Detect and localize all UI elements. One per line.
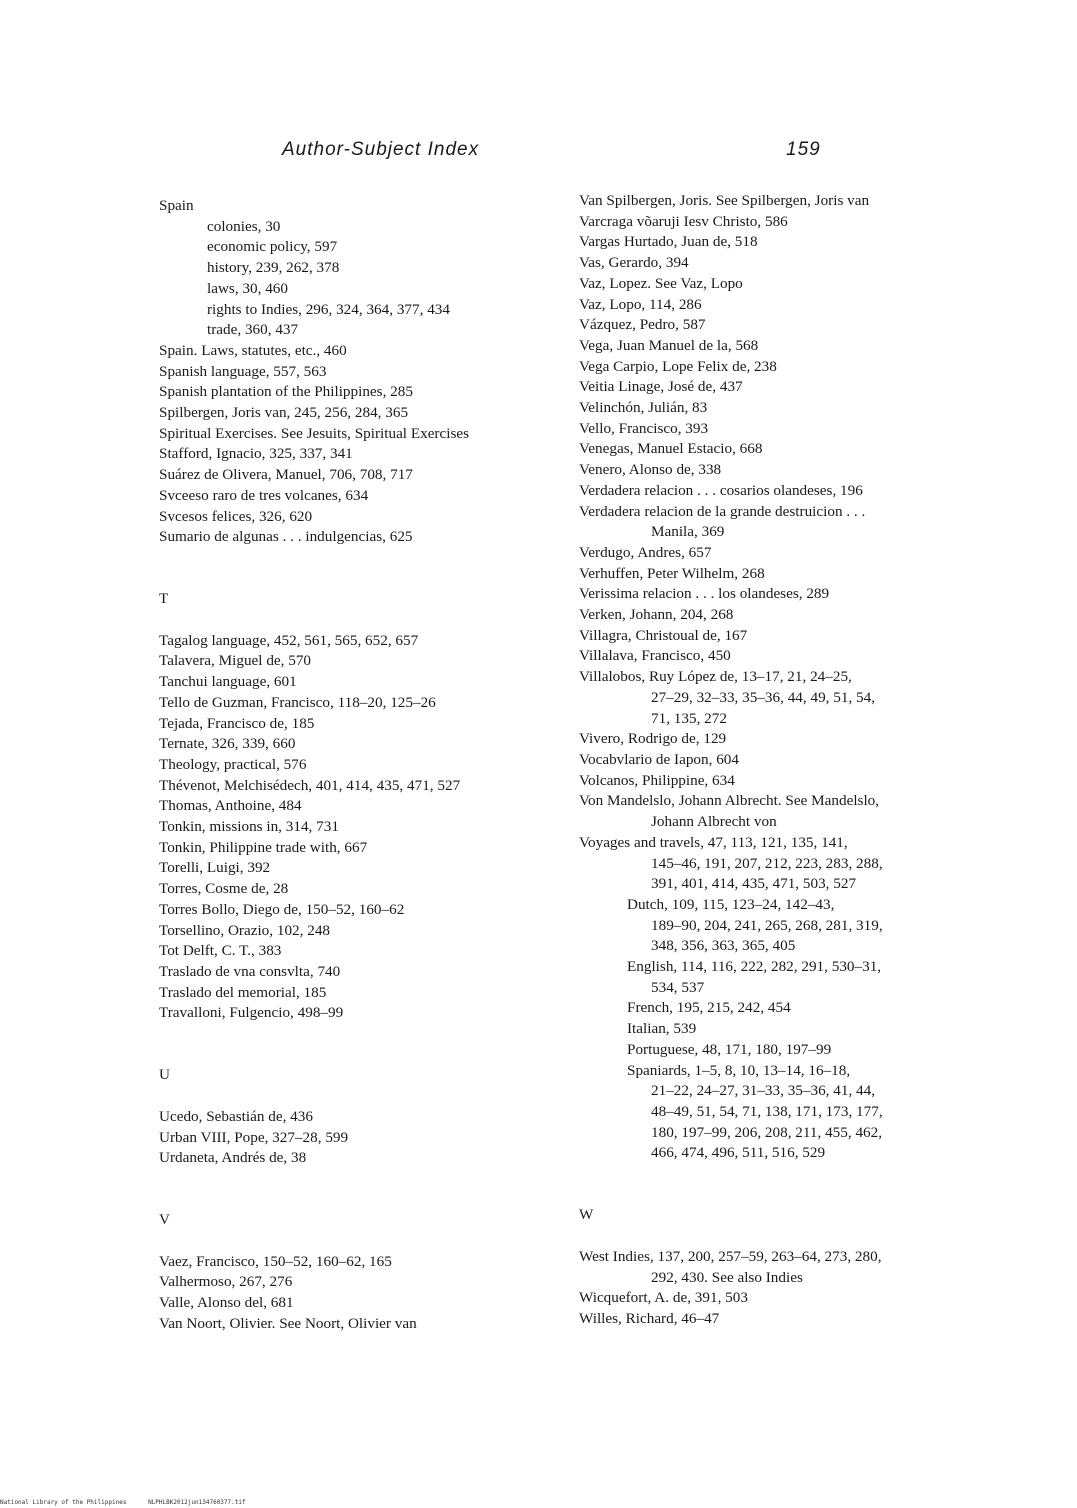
index-entry: West Indies, 137, 200, 257–59, 263–64, 273, 280,	[579, 1247, 882, 1265]
index-entry: Torres, Cosme de, 28	[159, 880, 289, 898]
index-entry: laws, 30, 460	[207, 279, 288, 297]
index-entry: Varcraga võaruji Iesv Christo, 586	[579, 212, 788, 230]
index-entry: Vargas Hurtado, Juan de, 518	[579, 233, 758, 251]
spacer	[159, 1169, 559, 1210]
index-entry: Valle, Alonso del, 681	[159, 1294, 294, 1312]
index-entry: Ucedo, Sebastián de, 436	[159, 1107, 313, 1125]
index-entry: Stafford, Ignacio, 325, 337, 341	[159, 445, 353, 463]
spacer	[159, 610, 559, 631]
index-entry: Vega Carpio, Lope Felix de, 238	[579, 357, 777, 375]
index-entry: 145–46, 191, 207, 212, 223, 283, 288,	[651, 854, 883, 872]
index-entry: 348, 356, 363, 365, 405	[651, 937, 796, 955]
index-entry: Verissima relacion . . . los olandeses, 289	[579, 585, 830, 603]
index-entry: 466, 474, 496, 511, 516, 529	[651, 1144, 826, 1162]
index-column-left	[159, 196, 559, 1335]
index-entry: 292, 430. See also Indies	[651, 1268, 803, 1286]
index-section-letter: W	[579, 1206, 594, 1224]
index-entry: history, 239, 262, 378	[207, 259, 340, 277]
index-entry: Torelli, Luigi, 392	[159, 859, 271, 877]
index-entry: economic policy, 597	[207, 238, 338, 256]
index-entry: Verken, Johann, 204, 268	[579, 606, 734, 624]
index-entry: Von Mandelslo, Johann Albrecht. See Mandelslo,	[579, 792, 880, 810]
index-entry: Vello, Francisco, 393	[579, 419, 709, 437]
index-section-letter: U	[159, 1066, 170, 1084]
index-entry: Vázquez, Pedro, 587	[579, 316, 706, 334]
index-entry: Velinchón, Julián, 83	[579, 399, 708, 417]
index-entry: Spaniards, 1–5, 8, 10, 13–14, 16–18,	[627, 1061, 851, 1079]
index-entry: Tonkin, missions in, 314, 731	[159, 818, 339, 836]
index-entry: Spilbergen, Joris van, 245, 256, 284, 365	[159, 404, 409, 422]
spacer	[159, 1231, 559, 1252]
index-entry: Johann Albrecht von	[651, 813, 777, 831]
index-entry: Vaz, Lopez. See Vaz, Lopo	[579, 274, 743, 292]
index-entry: Tejada, Francisco de, 185	[159, 714, 315, 732]
index-entry: Urban VIII, Pope, 327–28, 599	[159, 1128, 349, 1146]
index-entry: Willes, Richard, 46–47	[579, 1309, 720, 1327]
index-entry: Verhuffen, Peter Wilhelm, 268	[579, 564, 765, 582]
index-entry: Italian, 539	[627, 1020, 697, 1038]
index-entry: Talavera, Miguel de, 570	[159, 652, 312, 670]
index-entry: Traslado del memorial, 185	[159, 983, 327, 1001]
index-entry: Vivero, Rodrigo de, 129	[579, 730, 727, 748]
spacer	[159, 1024, 559, 1065]
index-entry: Torsellino, Orazio, 102, 248	[159, 921, 331, 939]
index-entry: Svcesos felices, 326, 620	[159, 507, 313, 525]
index-column-right	[579, 191, 999, 1330]
index-entry: Spanish language, 557, 563	[159, 362, 327, 380]
index-entry: Svceeso raro de tres volcanes, 634	[159, 486, 369, 504]
index-entry: Ternate, 326, 339, 660	[159, 735, 296, 753]
index-entry: Suárez de Olivera, Manuel, 706, 708, 717	[159, 466, 413, 484]
index-entry: Van Noort, Olivier. See Noort, Olivier van	[159, 1314, 417, 1332]
index-entry: Verdadera relacion . . . cosarios olandeses, 196	[579, 481, 863, 499]
index-entry: Tagalog language, 452, 561, 565, 652, 657	[159, 631, 419, 649]
index-entry: Dutch, 109, 115, 123–24, 142–43,	[627, 895, 835, 913]
footer-file-id: NLPHLBK2012jun134760377.tif	[148, 1499, 246, 1506]
index-entry: 71, 135, 272	[651, 709, 727, 727]
scan-footer	[0, 1499, 264, 1506]
index-entry: 48–49, 51, 54, 71, 138, 171, 173, 177,	[651, 1102, 883, 1120]
index-entry: Venegas, Manuel Estacio, 668	[579, 440, 763, 458]
index-entry: Villagra, Christoual de, 167	[579, 626, 748, 644]
spacer	[159, 548, 559, 589]
index-entry: Spanish plantation of the Philippines, 285	[159, 383, 413, 401]
footer-library: National Library of the Philippines	[0, 1499, 127, 1506]
spacer	[579, 1164, 999, 1205]
index-entry: Urdaneta, Andrés de, 38	[159, 1149, 307, 1167]
index-entry: Tello de Guzman, Francisco, 118–20, 125–26	[159, 693, 436, 711]
index-entry: trade, 360, 437	[207, 321, 299, 339]
index-entry: Vaz, Lopo, 114, 286	[579, 295, 702, 313]
index-entry: Thévenot, Melchisédech, 401, 414, 435, 471, 527	[159, 776, 461, 794]
index-entry: Sumario de algunas . . . indulgencias, 625	[159, 528, 413, 546]
index-entry: Torres Bollo, Diego de, 150–52, 160–62	[159, 900, 405, 918]
index-section-letter: T	[159, 590, 169, 608]
index-entry: 180, 197–99, 206, 208, 211, 455, 462,	[651, 1123, 883, 1141]
index-entry: Traslado de vna consvlta, 740	[159, 962, 341, 980]
index-entry: Wicquefort, A. de, 391, 503	[579, 1289, 748, 1307]
index-entry: Spiritual Exercises. See Jesuits, Spiritual Exercises	[159, 424, 470, 442]
index-entry: colonies, 30	[207, 217, 281, 235]
index-entry: Verdugo, Andres, 657	[579, 543, 712, 561]
index-entry: Tot Delft, C. T., 383	[159, 942, 282, 960]
index-entry: rights to Indies, 296, 324, 364, 377, 434	[207, 300, 450, 318]
index-entry: Tanchui language, 601	[159, 673, 297, 691]
index-entry: Vaez, Francisco, 150–52, 160–62, 165	[159, 1252, 392, 1270]
index-entry: Villalava, Francisco, 450	[579, 647, 731, 665]
index-entry: 189–90, 204, 241, 265, 268, 281, 319,	[651, 916, 883, 934]
index-entry: Tonkin, Philippine trade with, 667	[159, 838, 368, 856]
index-entry: 391, 401, 414, 435, 471, 503, 527	[651, 875, 857, 893]
index-entry: Spain. Laws, statutes, etc., 460	[159, 341, 347, 359]
index-entry: 21–22, 24–27, 31–33, 35–36, 41, 44,	[651, 1082, 876, 1100]
page-number: 159	[786, 139, 821, 160]
index-entry: Valhermoso, 267, 276	[159, 1273, 293, 1291]
index-entry: Voyages and travels, 47, 113, 121, 135, 141,	[579, 833, 848, 851]
index-entry: Travalloni, Fulgencio, 498–99	[159, 1004, 344, 1022]
spacer	[159, 1086, 559, 1107]
index-entry: Thomas, Anthoine, 484	[159, 797, 302, 815]
index-entry: Vega, Juan Manuel de la, 568	[579, 336, 759, 354]
index-entry: Volcanos, Philippine, 634	[579, 771, 735, 789]
index-entry: Manila, 369	[651, 523, 725, 541]
index-entry: Van Spilbergen, Joris. See Spilbergen, Joris van	[579, 192, 870, 209]
index-entry: Vas, Gerardo, 394	[579, 254, 689, 272]
index-entry: Verdadera relacion de la grande destruicion . . .	[579, 502, 866, 520]
index-entry: Theology, practical, 576	[159, 755, 307, 773]
index-entry: French, 195, 215, 242, 454	[627, 999, 791, 1017]
index-entry: Venero, Alonso de, 338	[579, 461, 722, 479]
index-entry: 27–29, 32–33, 35–36, 44, 49, 51, 54,	[651, 688, 876, 706]
index-entry: Villalobos, Ruy López de, 13–17, 21, 24–25,	[579, 668, 852, 686]
index-entry: Portuguese, 48, 171, 180, 197–99	[627, 1040, 832, 1058]
page-header-title: Author-Subject Index	[282, 139, 480, 160]
index-entry: Spain	[159, 197, 194, 214]
index-entry: English, 114, 116, 222, 282, 291, 530–31,	[627, 958, 882, 976]
index-entry: Veitia Linage, José de, 437	[579, 378, 743, 396]
index-entry: 534, 537	[651, 978, 705, 996]
index-entry: Vocabvlario de Iapon, 604	[579, 750, 739, 768]
index-section-letter: V	[159, 1211, 170, 1229]
spacer	[579, 1226, 999, 1247]
